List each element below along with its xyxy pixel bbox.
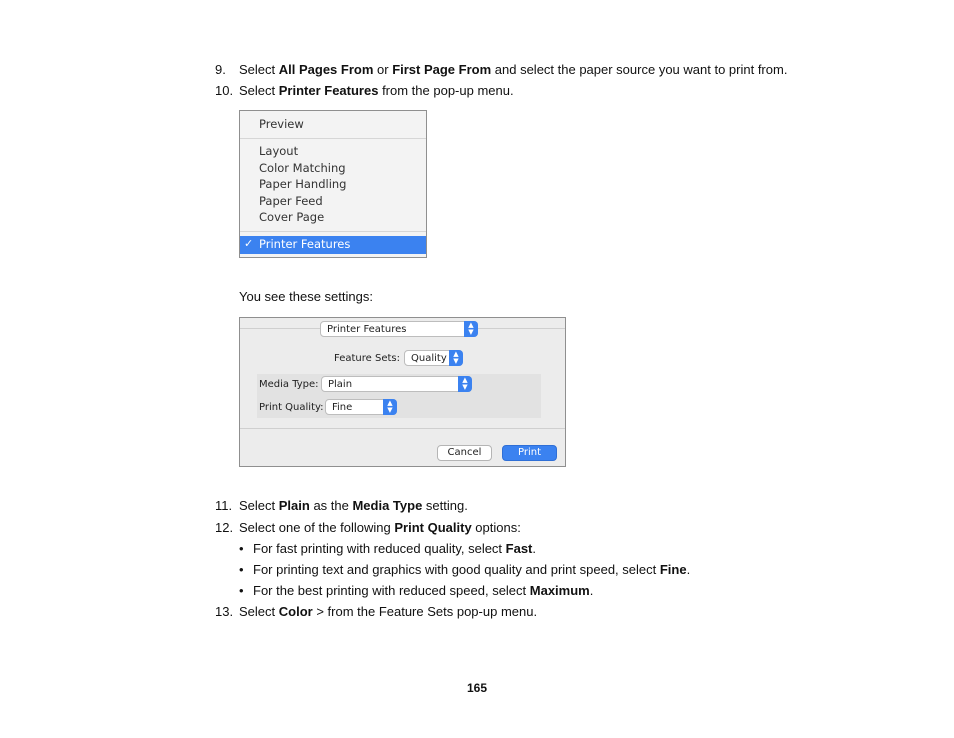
step-number: 13. (215, 604, 234, 619)
bullet-mark: • (239, 541, 244, 556)
step-emphasis: All Pages From (278, 62, 374, 77)
bullet-emphasis: Fast (505, 541, 533, 556)
print-dialog (239, 317, 566, 467)
printer-options-menu (239, 110, 427, 258)
step-11 (215, 498, 468, 514)
step-number: 10. (215, 83, 234, 98)
bullet-mark: • (239, 583, 244, 598)
step-text: as the (309, 498, 353, 513)
menu-item-layout[interactable]: Layout (259, 144, 299, 158)
divider (240, 428, 565, 429)
step-emphasis: Printer Features (278, 83, 379, 98)
step-text: options: (471, 520, 521, 535)
feature-sets-value: Quality (411, 353, 447, 364)
bullet-emphasis: Fine (659, 562, 687, 577)
bullet-text: . (589, 583, 594, 598)
step-emphasis: Color (278, 604, 313, 619)
print-quality-label: Print Quality: (259, 402, 324, 413)
menu-item-label: Printer Features (259, 237, 351, 251)
menu-separator (240, 231, 426, 232)
bullet-item (239, 562, 690, 578)
bullet-mark: • (239, 562, 244, 577)
page-number: 165 (466, 681, 488, 695)
step-text: Select one of the following (239, 520, 395, 535)
step-number: 12. (215, 520, 234, 535)
menu-item-color-matching[interactable]: Color Matching (259, 160, 346, 175)
step-text: Select (239, 62, 279, 77)
step-text: Select (239, 83, 279, 98)
step-number: 11. (215, 498, 233, 513)
media-type-label: Media Type: (259, 379, 319, 390)
menu-item-cover-page[interactable]: Cover Page (259, 210, 325, 224)
divider (478, 328, 565, 329)
step-emphasis: Print Quality (394, 520, 472, 535)
bullet-text: . (532, 541, 537, 556)
divider (240, 328, 320, 329)
step-text: Select (239, 604, 279, 619)
see-settings-text: You see these settings: (239, 289, 373, 304)
step-text: and select the paper source you want to print from. (491, 62, 788, 77)
bullet-emphasis: Maximum (529, 583, 590, 598)
checkmark-icon: ✓ (244, 237, 254, 250)
bullet-text: For fast printing with reduced quality, select (253, 541, 506, 556)
media-type-select[interactable] (321, 376, 472, 392)
print-button[interactable]: Print (502, 445, 557, 461)
menu-item-paper-handling[interactable]: Paper Handling (259, 177, 347, 191)
step-text: Select (239, 498, 279, 513)
bullet-item (239, 541, 536, 557)
step-text: setting. (422, 498, 468, 513)
step-emphasis: Media Type (352, 498, 423, 513)
panel-select-value: Printer Features (327, 324, 407, 335)
step-text: from the pop-up menu. (378, 83, 514, 98)
feature-sets-select[interactable] (404, 350, 463, 366)
step-emphasis: First Page From (392, 62, 492, 77)
menu-item-printer-features[interactable] (240, 236, 426, 254)
print-quality-value: Fine (332, 402, 353, 413)
menu-item-paper-feed[interactable]: Paper Feed (259, 193, 323, 208)
menu-separator (240, 138, 426, 139)
updown-arrow-icon: ▲ ▼ (383, 399, 397, 415)
step-text: or (373, 62, 393, 77)
step-emphasis: Plain (278, 498, 310, 513)
updown-arrow-icon: ▲ ▼ (449, 350, 463, 366)
panel-select[interactable] (320, 321, 478, 337)
step-number: 9. (215, 62, 226, 77)
media-type-value: Plain (328, 379, 353, 390)
cancel-button[interactable]: Cancel (437, 445, 492, 461)
menu-item-preview[interactable]: Preview (259, 117, 304, 131)
step-10 (215, 83, 514, 99)
updown-arrow-icon: ▲ ▼ (464, 321, 478, 337)
feature-sets-label: Feature Sets: (334, 353, 400, 364)
step-text: > from the Feature Sets pop-up menu. (312, 604, 538, 619)
print-quality-select[interactable] (325, 399, 397, 415)
step-13 (215, 604, 537, 620)
bullet-item (239, 583, 593, 599)
bullet-text: For printing text and graphics with good quality and print speed, select (253, 562, 660, 577)
step-9 (215, 62, 787, 78)
bullet-text: For the best printing with reduced speed, select (253, 583, 530, 598)
updown-arrow-icon: ▲ ▼ (458, 376, 472, 392)
bullet-text: . (686, 562, 691, 577)
step-12 (215, 520, 521, 536)
